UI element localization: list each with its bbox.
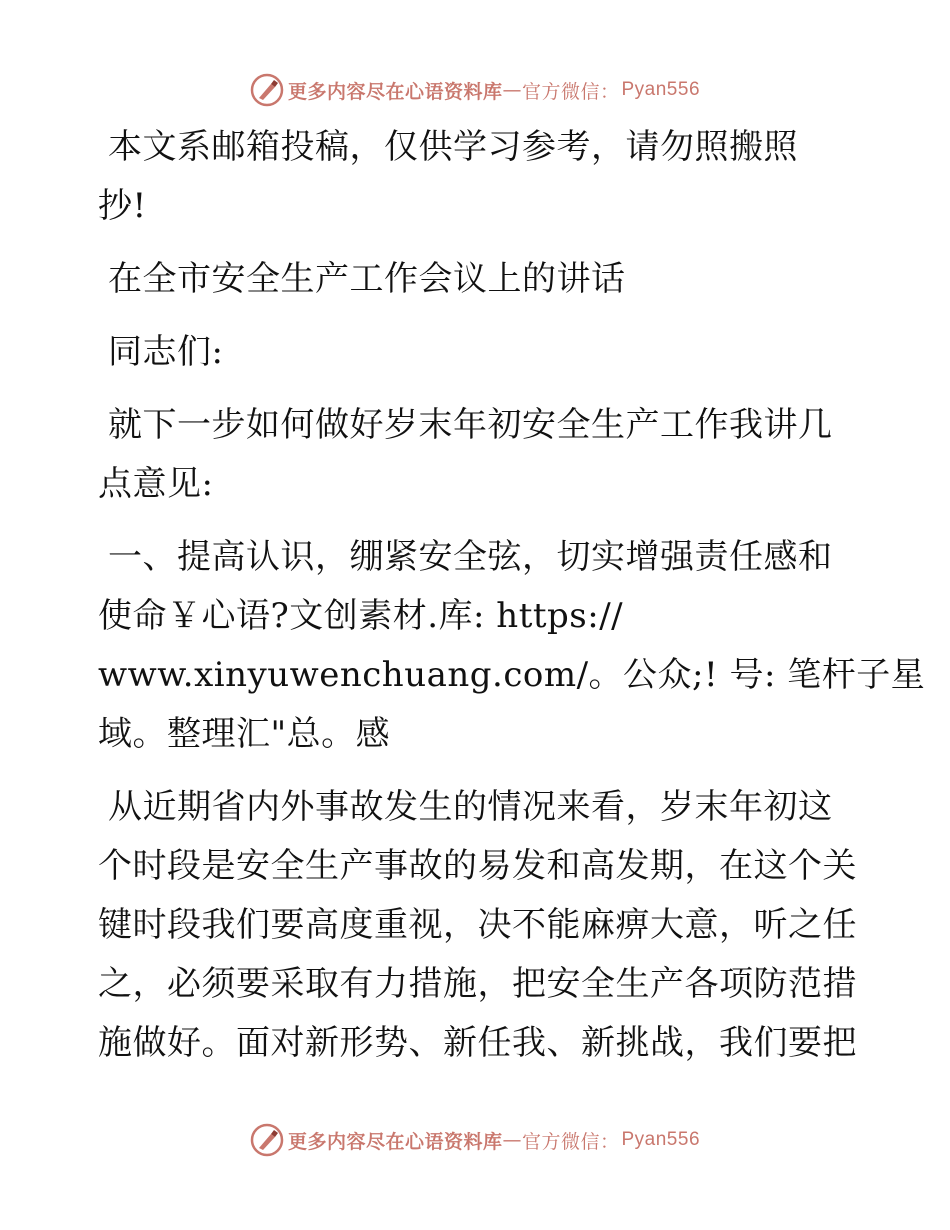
notice-line-1: 本文系邮箱投稿，仅供学习参考，请勿照搬照 [108, 127, 798, 167]
body-line-1: 从近期省内外事故发生的情况来看，岁末年初这 [108, 787, 833, 827]
speech-title-text: 在全市安全生产工作会议上的讲话 [108, 259, 626, 299]
pen-logo-icon [250, 73, 284, 107]
banner-separator: — [502, 1129, 522, 1151]
salutation [98, 323, 858, 382]
banner-separator: — [502, 79, 522, 101]
section-one-line-2: 使命￥心语?文创素材.库: https:// [98, 596, 624, 636]
intro-line-2: 点意见: [98, 464, 214, 504]
body-line-2: 个时段是安全生产事故的易发和高发期，在这个关 [98, 846, 857, 886]
section-one-line-3: www.xinyuwenchuang.com/。公众;! 号: 笔杆子星 [98, 655, 926, 695]
footer-watermark-banner [0, 1120, 950, 1160]
intro-paragraph [98, 396, 858, 514]
notice-paragraph [98, 118, 858, 236]
section-one-heading [98, 528, 926, 764]
intro-line-1: 就下一步如何做好岁末年初安全生产工作我讲几 [108, 405, 833, 445]
body-line-3: 键时段我们要高度重视，决不能麻痹大意，听之任 [98, 905, 857, 945]
document-body [98, 118, 926, 1073]
speech-title [98, 250, 858, 309]
section-one-line-4: 域。整理汇"总。感 [98, 714, 391, 754]
body-line-4: 之，必须要采取有力措施，把安全生产各项防范措 [98, 964, 857, 1004]
section-one-line-1: 一、提高认识，绷紧安全弦，切实增强责任感和 [108, 537, 833, 577]
salutation-text: 同志们: [108, 332, 224, 372]
banner-account: Pyan556 [621, 79, 701, 100]
header-watermark-banner [0, 70, 950, 110]
banner-brand-text: 更多内容尽在心语资料库 [287, 80, 503, 103]
notice-line-2: 抄! [98, 186, 147, 226]
pen-logo-icon [250, 1123, 284, 1157]
body-line-5: 施做好。面对新形势、新任我、新挑战，我们要把 [98, 1023, 857, 1063]
banner-brand-text: 更多内容尽在心语资料库 [287, 1130, 503, 1153]
banner-account: Pyan556 [621, 1129, 701, 1150]
body-paragraph [98, 778, 858, 1073]
banner-wechat-label: 官方微信： [521, 80, 620, 103]
banner-wechat-label: 官方微信： [521, 1130, 620, 1153]
